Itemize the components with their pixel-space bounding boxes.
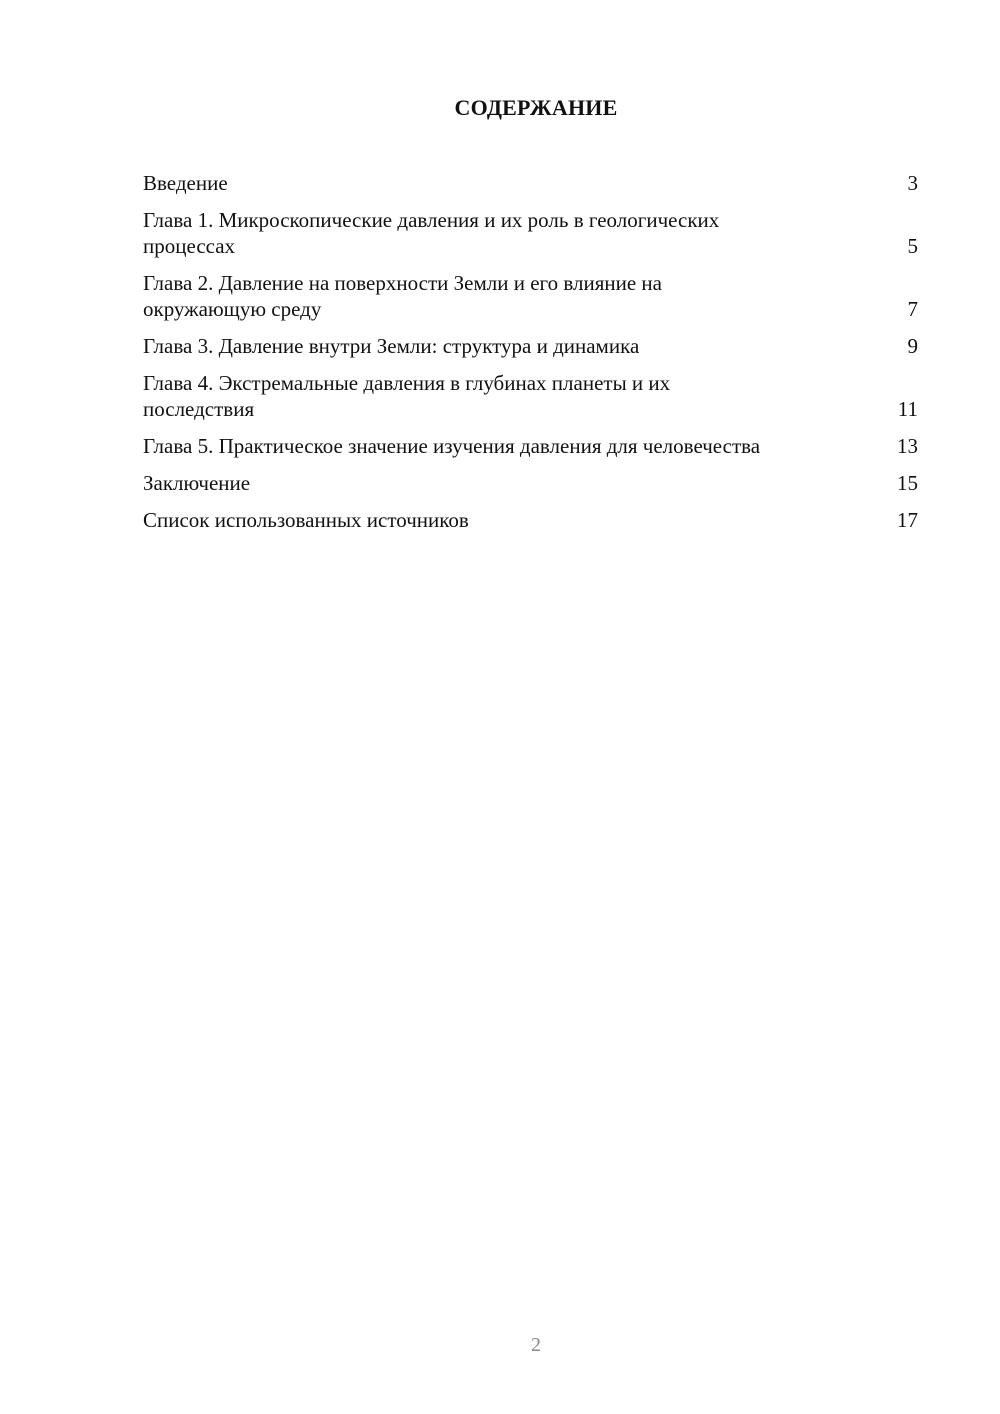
toc-entry-title: Глава 3. Давление внутри Земли: структура и динамика [143,334,640,358]
toc-entry-page: 15 [897,471,918,495]
toc-entry [143,170,918,196]
toc-entry-title: Заключение [143,471,251,495]
toc-entry-page: 3 [907,171,918,195]
toc-entry-page: 5 [907,234,918,258]
toc-entry [143,270,918,322]
toc-entry-title: Глава 1. Микроскопические давления и их роль в геологических процессах [143,208,720,258]
page-number: 2 [531,1334,541,1356]
toc-entry-page: 13 [897,434,918,458]
toc-entry [143,507,918,533]
toc-entry [143,207,918,259]
page-title: СОДЕРЖАНИЕ [454,95,618,120]
toc-entry-title: Введение [143,171,228,195]
toc-entry [143,333,918,359]
toc-entry-title: Глава 2. Давление на поверхности Земли и его влияние на окружающую среду [143,271,662,321]
toc-entry-page: 7 [907,297,918,321]
toc-entry-title: Список использованных источников [143,508,469,532]
toc-entry-title: Глава 5. Практическое значение изучения давления для человечества [143,434,761,458]
toc-entry [143,433,918,459]
toc-entry-title: Глава 4. Экстремальные давления в глубинах планеты и их последствия [143,371,671,421]
table-of-contents [143,170,918,544]
toc-entry [143,370,918,422]
toc-entry-page: 17 [897,508,918,532]
toc-entry-page: 11 [897,397,918,421]
toc-entry [143,470,918,496]
toc-entry-page: 9 [907,334,918,358]
